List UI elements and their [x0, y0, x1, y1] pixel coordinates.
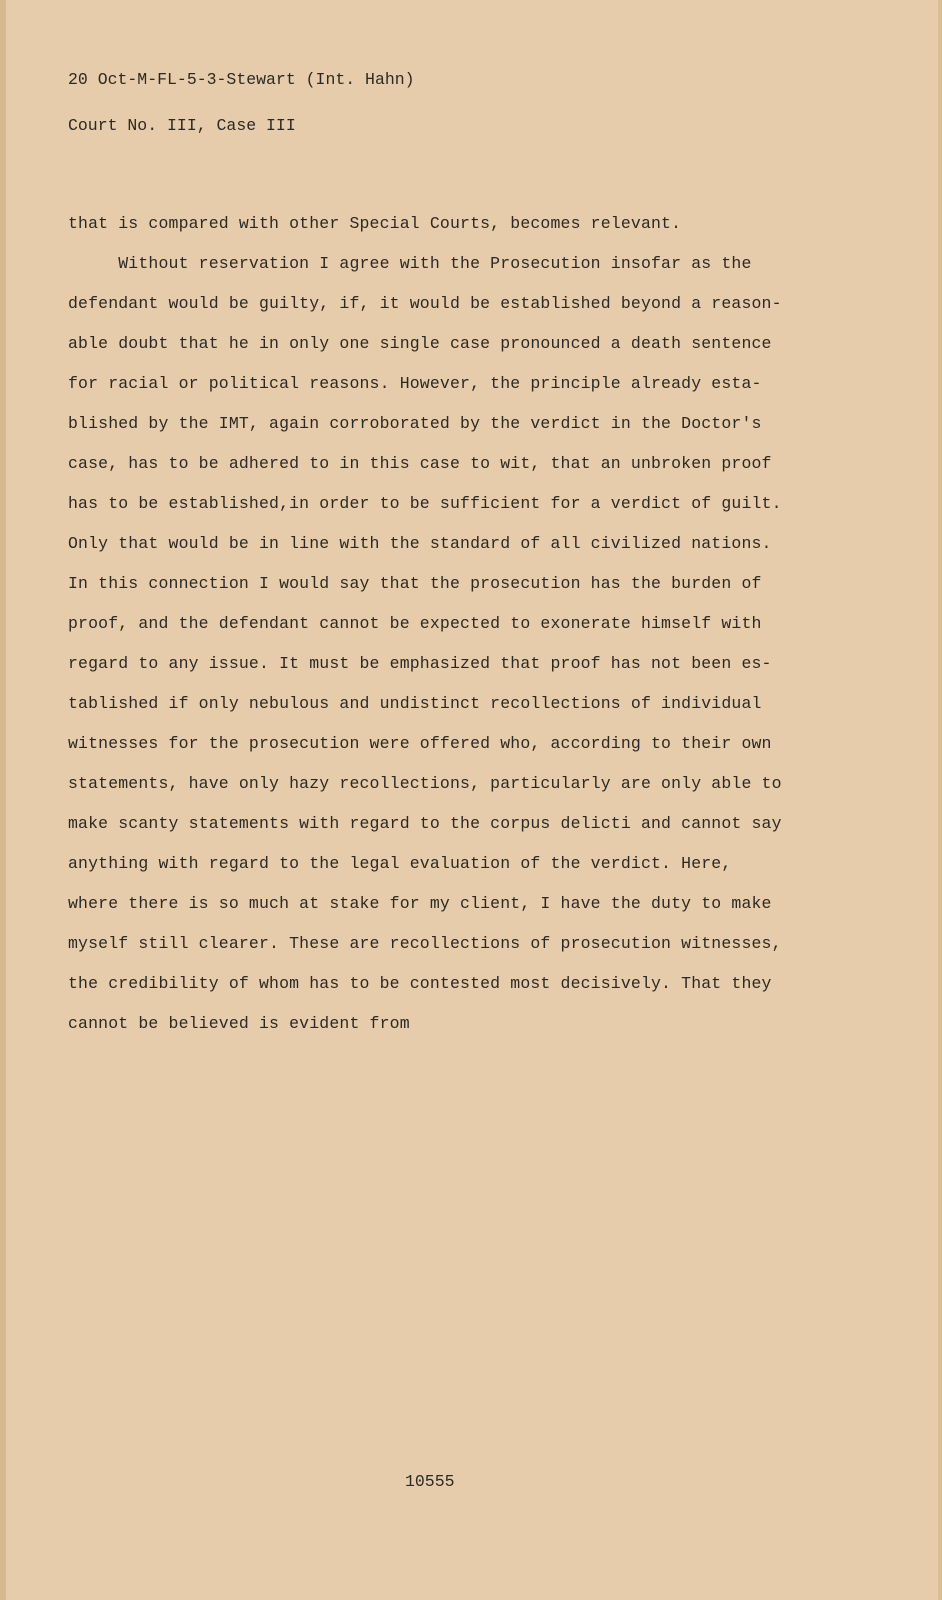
body-line-3: defendant would be guilty, if, it would be established beyond a reason- — [68, 294, 782, 313]
body-line-2: Without reservation I agree with the Prosecution insofar as the — [68, 254, 752, 273]
body-line-15: statements, have only hazy recollections, particularly are only able to — [68, 774, 782, 793]
page-edge-left — [0, 0, 6, 1600]
body-line-13: tablished if only nebulous and undistinct recollections of individual — [68, 694, 762, 713]
body-line-21: cannot be believed is evident from — [68, 1014, 410, 1033]
body-line-19: myself still clearer. These are recollections of prosecution witnesses, — [68, 934, 782, 953]
body-line-16: make scanty statements with regard to the corpus delicti and cannot say — [68, 814, 782, 833]
body-line-9: Only that would be in line with the standard of all civilized nations. — [68, 534, 772, 553]
body-line-10: In this connection I would say that the prosecution has the burden of — [68, 574, 762, 593]
body-line-8: has to be established,in order to be sufficient for a verdict of guilt. — [68, 494, 782, 513]
body-line-7: case, has to be adhered to in this case to wit, that an unbroken proof — [68, 454, 772, 473]
body-line-1: that is compared with other Special Courts, becomes relevant. — [68, 214, 682, 233]
body-line-18: where there is so much at stake for my client, I have the duty to make — [68, 894, 772, 913]
body-line-5: for racial or political reasons. However, the principle already esta- — [68, 374, 762, 393]
body-line-17: anything with regard to the legal evaluation of the verdict. Here, — [68, 854, 732, 873]
header-court-line: Court No. III, Case III — [68, 116, 296, 135]
body-line-11: proof, and the defendant cannot be expected to exonerate himself with — [68, 614, 762, 633]
body-line-4: able doubt that he in only one single case pronounced a death sentence — [68, 334, 772, 353]
header-reference-line: 20 Oct-M-FL-5-3-Stewart (Int. Hahn) — [68, 70, 415, 89]
body-line-6: blished by the IMT, again corroborated by the verdict in the Doctor's — [68, 414, 762, 433]
body-line-20: the credibility of whom has to be contested most decisively. That they — [68, 974, 772, 993]
page-number: 10555 — [405, 1472, 455, 1491]
page-edge-right — [938, 0, 942, 1600]
body-line-12: regard to any issue. It must be emphasized that proof has not been es- — [68, 654, 772, 673]
body-line-14: witnesses for the prosecution were offered who, according to their own — [68, 734, 772, 753]
